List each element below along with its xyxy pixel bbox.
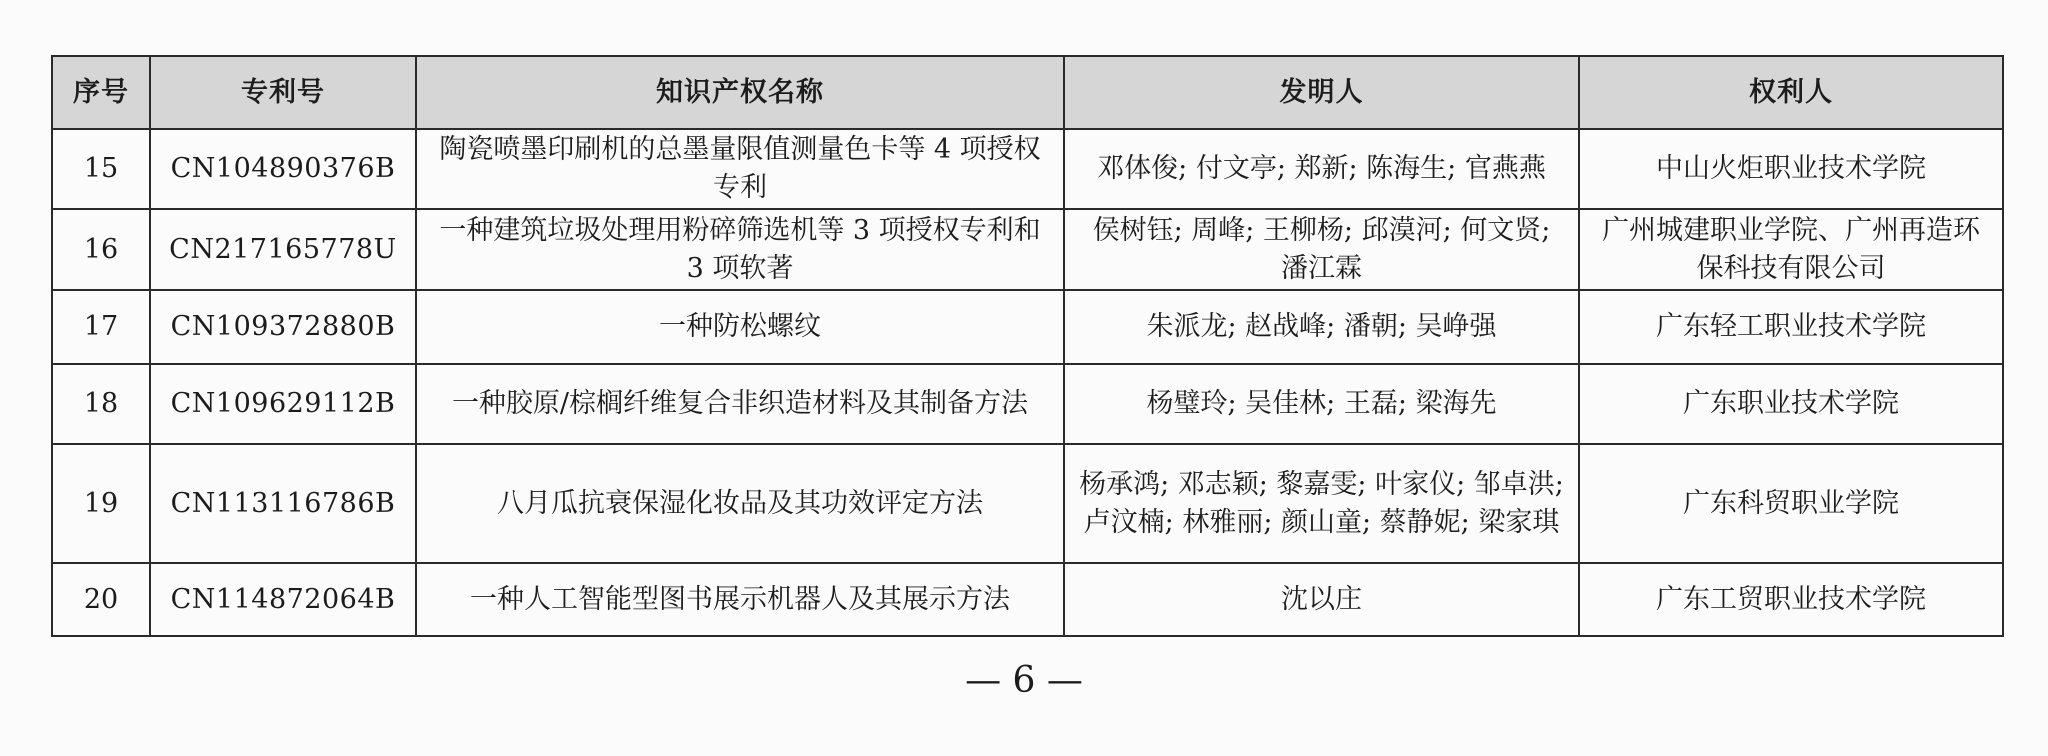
table-row xyxy=(52,129,2003,209)
cell-owner: 广东职业技术学院 xyxy=(1579,364,2003,444)
table-row xyxy=(52,209,2003,290)
cell-patent-no: CN109629112B xyxy=(150,364,416,444)
table-header xyxy=(52,56,2003,129)
table-row xyxy=(52,290,2003,364)
cell-patent-no: CN109372880B xyxy=(150,290,416,364)
cell-patent-no: CN217165778U xyxy=(150,209,416,290)
cell-ip-name: 一种建筑垃圾处理用粉碎筛选机等 3 项授权专利和 3 项软著 xyxy=(416,209,1064,290)
cell-owner: 广东工贸职业技术学院 xyxy=(1579,563,2003,636)
cell-owner: 中山火炬职业技术学院 xyxy=(1579,129,2003,209)
cell-owner: 广州城建职业学院、广州再造环保科技有限公司 xyxy=(1579,209,2003,290)
table-body xyxy=(52,129,2003,636)
patent-table xyxy=(51,55,2004,637)
header-patent-no: 专利号 xyxy=(150,56,416,129)
cell-patent-no: CN114872064B xyxy=(150,563,416,636)
header-owner: 权利人 xyxy=(1579,56,2003,129)
cell-patent-no: CN104890376B xyxy=(150,129,416,209)
table-row xyxy=(52,563,2003,636)
cell-inventors: 朱派龙; 赵战峰; 潘朝; 吴峥强 xyxy=(1064,290,1579,364)
cell-inventors: 杨璧玲; 吴佳林; 王磊; 梁海先 xyxy=(1064,364,1579,444)
table-row xyxy=(52,444,2003,563)
cell-inventors: 邓体俊; 付文亭; 郑新; 陈海生; 官燕燕 xyxy=(1064,129,1579,209)
cell-owner: 广东科贸职业学院 xyxy=(1579,444,2003,563)
cell-inventors: 侯树钰; 周峰; 王柳杨; 邱漠河; 何文贤; 潘江霖 xyxy=(1064,209,1579,290)
cell-ip-name: 一种胶原/棕榈纤维复合非织造材料及其制备方法 xyxy=(416,364,1064,444)
header-inventors: 发明人 xyxy=(1064,56,1579,129)
cell-ip-name: 八月瓜抗衰保湿化妆品及其功效评定方法 xyxy=(416,444,1064,563)
cell-ip-name: 一种防松螺纹 xyxy=(416,290,1064,364)
header-ip-name: 知识产权名称 xyxy=(416,56,1064,129)
cell-inventors: 沈以庄 xyxy=(1064,563,1579,636)
cell-seq: 20 xyxy=(52,563,150,636)
page-number: — 6 — xyxy=(965,660,1083,701)
cell-seq: 15 xyxy=(52,129,150,209)
cell-patent-no: CN113116786B xyxy=(150,444,416,563)
cell-inventors: 杨承鸿; 邓志颖; 黎嘉雯; 叶家仪; 邹卓洪; 卢汶楠; 林雅丽; 颜山童; 蔡静妮; 梁家琪 xyxy=(1064,444,1579,563)
header-row xyxy=(52,56,2003,129)
table-row xyxy=(52,364,2003,444)
header-seq: 序号 xyxy=(52,56,150,129)
cell-seq: 17 xyxy=(52,290,150,364)
cell-seq: 16 xyxy=(52,209,150,290)
cell-seq: 18 xyxy=(52,364,150,444)
cell-owner: 广东轻工职业技术学院 xyxy=(1579,290,2003,364)
cell-ip-name: 一种人工智能型图书展示机器人及其展示方法 xyxy=(416,563,1064,636)
cell-ip-name: 陶瓷喷墨印刷机的总墨量限值测量色卡等 4 项授权专利 xyxy=(416,129,1064,209)
cell-seq: 19 xyxy=(52,444,150,563)
